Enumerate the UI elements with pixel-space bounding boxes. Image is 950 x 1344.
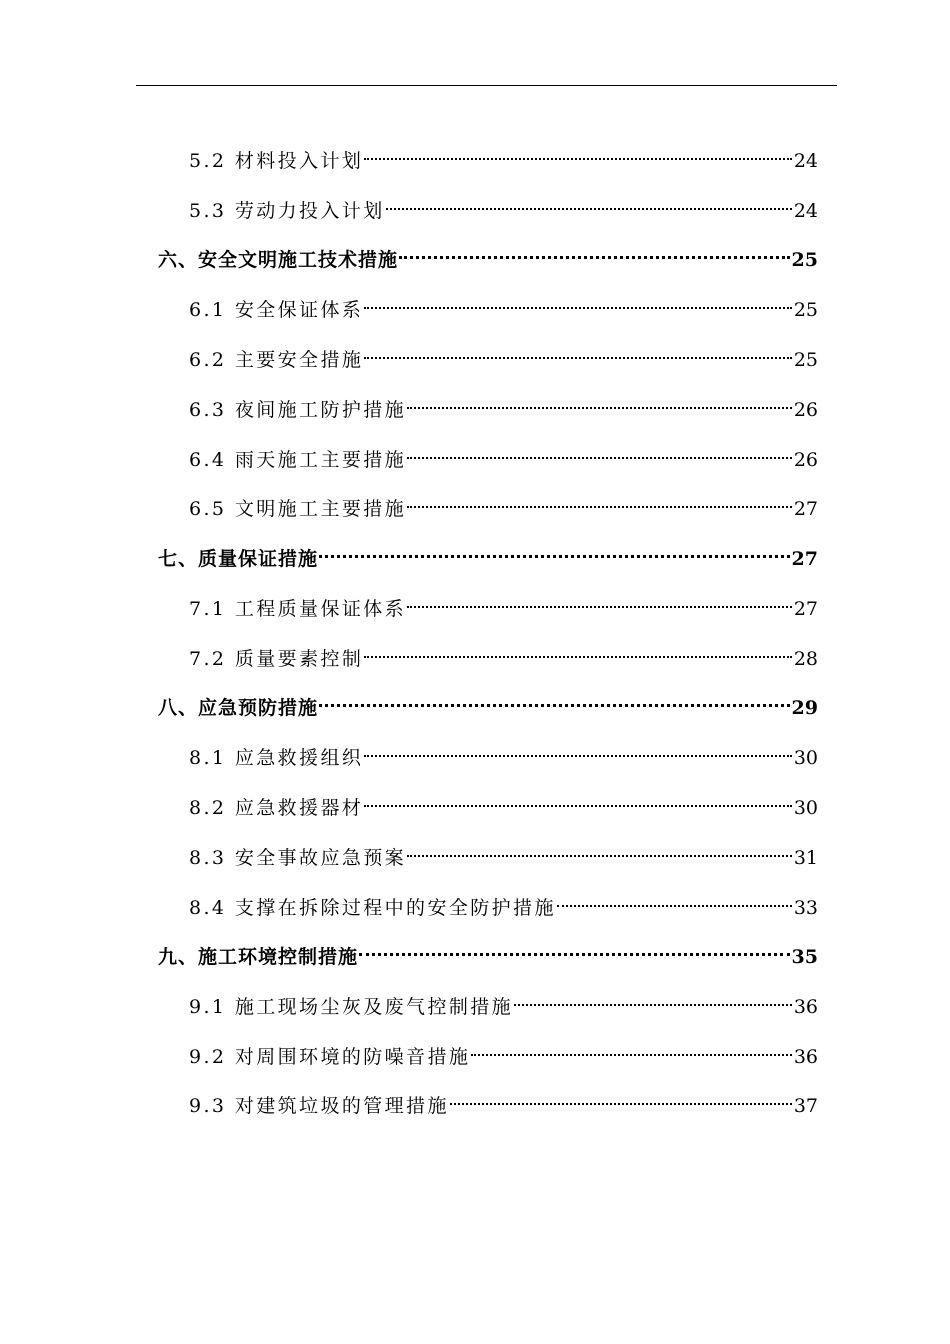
toc-dot-leader (364, 336, 792, 366)
toc-dot-leader (364, 635, 792, 665)
toc-dot-leader (557, 884, 792, 914)
toc-chapter-title: 七、质量保证措施 (158, 548, 319, 570)
toc-entry-page: 26 (793, 399, 818, 421)
toc-entry[interactable] (189, 635, 818, 670)
toc-dot-leader (407, 485, 792, 515)
toc-dot-leader (364, 734, 792, 764)
toc-entry-title: 5.2 材料投入计划 (189, 150, 364, 172)
toc-dot-leader (359, 933, 790, 963)
toc-chapter-entry[interactable] (158, 535, 818, 570)
toc-entry-title: 6.3 夜间施工防护措施 (189, 399, 407, 421)
toc-dot-leader (399, 236, 790, 266)
toc-entry[interactable] (189, 1033, 818, 1068)
toc-entry-title: 9.2 对周围环境的防噪音措施 (189, 1046, 471, 1068)
toc-entry[interactable] (189, 286, 818, 321)
toc-entry-title: 6.1 安全保证体系 (189, 299, 364, 321)
toc-entry-page: 28 (793, 648, 818, 670)
toc-dot-leader (364, 286, 792, 316)
toc-entry-page: 30 (793, 797, 818, 819)
toc-entry-page: 26 (793, 449, 818, 471)
toc-chapter-page: 29 (791, 697, 818, 719)
toc-chapter-title: 九、施工环境控制措施 (158, 946, 359, 968)
toc-chapter-page: 35 (791, 946, 818, 968)
toc-dot-leader (319, 684, 790, 714)
toc-entry[interactable] (189, 784, 818, 819)
toc-entry[interactable] (189, 884, 818, 919)
toc-entry[interactable] (189, 137, 818, 172)
toc-dot-leader (364, 784, 792, 814)
toc-entry-page: 36 (793, 996, 818, 1018)
toc-chapter-page: 27 (791, 548, 818, 570)
toc-entry[interactable] (189, 1082, 818, 1117)
toc-entry-title: 8.3 安全事故应急预案 (189, 847, 407, 869)
toc-chapter-entry[interactable] (158, 236, 818, 271)
toc-entry[interactable] (189, 983, 818, 1018)
toc-chapter-entry[interactable] (158, 933, 818, 968)
toc-entry[interactable] (189, 386, 818, 421)
toc-entry-page: 30 (793, 747, 818, 769)
toc-entry-page: 31 (793, 847, 818, 869)
toc-entry[interactable] (189, 734, 818, 769)
toc-entry[interactable] (189, 485, 818, 520)
toc-entry-title: 9.3 对建筑垃圾的管理措施 (189, 1095, 449, 1117)
toc-entry-page: 27 (793, 498, 818, 520)
toc-dot-leader (386, 187, 792, 217)
toc-entry[interactable] (189, 585, 818, 620)
toc-chapter-title: 六、安全文明施工技术措施 (158, 249, 399, 271)
toc-entry-page: 25 (793, 299, 818, 321)
toc-entry-page: 27 (793, 598, 818, 620)
toc-chapter-title: 八、应急预防措施 (158, 697, 319, 719)
toc-entry-title: 5.3 劳动力投入计划 (189, 200, 385, 222)
toc-dot-leader (319, 535, 790, 565)
toc-entry-page: 37 (793, 1095, 818, 1117)
toc-entry-title: 6.5 文明施工主要措施 (189, 498, 407, 520)
toc-entry[interactable] (189, 336, 818, 371)
toc-entry-page: 33 (793, 897, 818, 919)
toc-entry-page: 25 (793, 349, 818, 371)
toc-dot-leader (407, 436, 792, 466)
header-rule (136, 85, 837, 86)
toc-entry-title: 8.1 应急救援组织 (189, 747, 364, 769)
toc-entry-page: 24 (793, 200, 818, 222)
toc-entry[interactable] (189, 187, 818, 222)
toc-entry[interactable] (189, 834, 818, 869)
toc-entry-title: 8.4 支撑在拆除过程中的安全防护措施 (189, 897, 556, 919)
toc-dot-leader (407, 386, 792, 416)
toc-dot-leader (450, 1082, 792, 1112)
toc-entry-title: 7.2 质量要素控制 (189, 648, 364, 670)
toc-dot-leader (407, 585, 792, 615)
toc-chapter-entry[interactable] (158, 684, 818, 719)
toc-entry[interactable] (189, 436, 818, 471)
toc-entry-title: 8.2 应急救援器材 (189, 797, 364, 819)
toc-chapter-page: 25 (791, 249, 818, 271)
toc-dot-leader (364, 137, 792, 167)
toc-entry-title: 7.1 工程质量保证体系 (189, 598, 407, 620)
toc-entry-page: 36 (793, 1046, 818, 1068)
toc-entry-title: 6.4 雨天施工主要措施 (189, 449, 407, 471)
toc-dot-leader (471, 1033, 792, 1063)
toc-entry-title: 9.1 施工现场尘灰及废气控制措施 (189, 996, 514, 1018)
toc-entry-page: 24 (793, 150, 818, 172)
toc-entry-title: 6.2 主要安全措施 (189, 349, 364, 371)
toc-dot-leader (514, 983, 792, 1013)
toc-dot-leader (407, 834, 792, 864)
